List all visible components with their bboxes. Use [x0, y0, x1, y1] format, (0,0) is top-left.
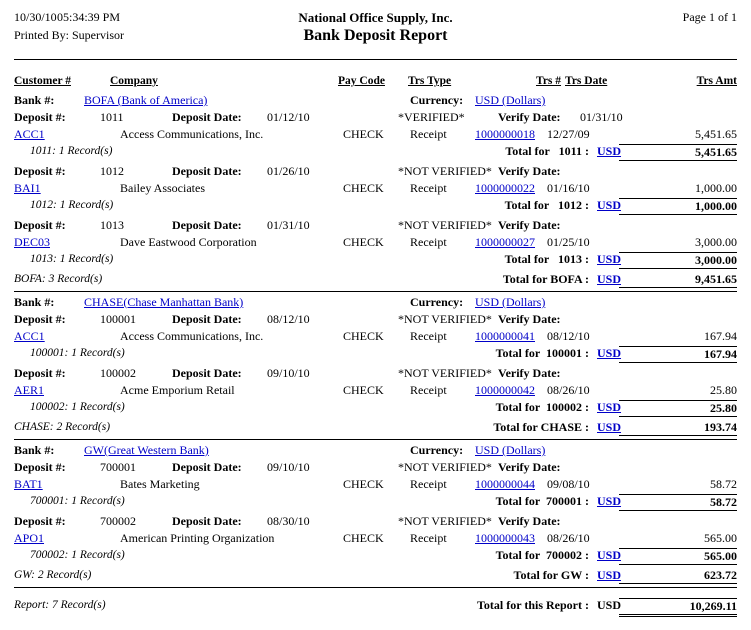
- bank-name-link[interactable]: GW(Great Western Bank): [84, 443, 209, 457]
- deposit-date-value: 01/26/10: [267, 164, 310, 178]
- trs-number-link[interactable]: 1000000027: [475, 235, 535, 249]
- verify-date-label: Verify Date:: [498, 514, 561, 528]
- printed-by: Printed By: Supervisor: [14, 28, 124, 42]
- verify-date-label: Verify Date:: [498, 312, 561, 326]
- bank-total-currency-link[interactable]: USD: [597, 272, 622, 286]
- trs-type: Receipt: [410, 127, 447, 141]
- deposit-record-count: 700002: 1 Record(s): [30, 549, 125, 561]
- trs-number-link[interactable]: 1000000042: [475, 383, 535, 397]
- bank-total-row: [0, 568, 751, 585]
- deposit-label: Deposit #:: [14, 312, 66, 326]
- col-trs-date: Trs Date: [565, 75, 608, 87]
- deposit-number: 1012: [100, 164, 124, 178]
- deposit-total-amount: 565.00: [619, 548, 737, 565]
- deposit-date-label: Deposit Date:: [172, 460, 242, 474]
- deposit-number: 700001: [100, 460, 136, 474]
- deposit-header-row: [0, 218, 751, 235]
- trs-type: Receipt: [410, 329, 447, 343]
- trs-amount: 167.94: [704, 329, 737, 343]
- bank-group: [0, 93, 751, 292]
- trs-number-link[interactable]: 1000000044: [475, 477, 535, 491]
- deposit-header-row: [0, 514, 751, 531]
- bank-group: [0, 295, 751, 440]
- bank-total-amount: 623.72: [619, 568, 737, 584]
- trs-type: Receipt: [410, 235, 447, 249]
- deposit-total-label: Total for 1011 :: [505, 144, 589, 158]
- trs-amount: 25.80: [710, 383, 737, 397]
- col-pay-code: Pay Code: [338, 75, 385, 87]
- bank-label: Bank #:: [14, 295, 55, 309]
- deposit-number: 700002: [100, 514, 136, 528]
- deposit-record-count: 100001: 1 Record(s): [30, 347, 125, 359]
- bank-record-count: BOFA: 3 Record(s): [14, 273, 103, 285]
- deposit-label: Deposit #:: [14, 110, 66, 124]
- transaction-row: [0, 531, 751, 548]
- verify-date-label: Verify Date:: [498, 460, 561, 474]
- trs-type: Receipt: [410, 477, 447, 491]
- deposit-total-amount: 58.72: [619, 494, 737, 511]
- bank-total-label: Total for GW :: [513, 568, 589, 582]
- transaction-row: [0, 329, 751, 346]
- deposit-total-row: [0, 198, 751, 215]
- trs-date: 01/16/10: [547, 181, 590, 195]
- col-trs-amt: Trs Amt: [696, 75, 737, 87]
- company-name-heading: National Office Supply, Inc.: [298, 10, 453, 25]
- deposit-number: 1013: [100, 218, 124, 232]
- section-divider: [14, 439, 737, 440]
- deposit-header-row: [0, 460, 751, 477]
- company-name: Access Communications, Inc.: [120, 329, 264, 343]
- report-total-label: Total for this Report :: [477, 598, 589, 612]
- trs-amount: 565.00: [704, 531, 737, 545]
- deposit-total-currency-link[interactable]: USD: [597, 494, 622, 508]
- deposit-record-count: 1013: 1 Record(s): [30, 253, 114, 265]
- bank-header-row: [0, 295, 751, 312]
- company-name: Access Communications, Inc.: [120, 127, 264, 141]
- deposit-total-label: Total for 100001 :: [495, 346, 589, 360]
- bank-group: [0, 443, 751, 588]
- pay-code: CHECK: [343, 531, 384, 545]
- deposit-total-label: Total for 1012 :: [504, 198, 589, 212]
- deposit-date-label: Deposit Date:: [172, 110, 242, 124]
- customer-code-link[interactable]: APO1: [14, 531, 45, 545]
- bank-record-count: CHASE: 2 Record(s): [14, 421, 111, 433]
- verify-status: *NOT VERIFIED*: [398, 218, 492, 232]
- report-total-currency: USD: [597, 598, 622, 612]
- verify-status: *NOT VERIFIED*: [398, 460, 492, 474]
- deposit-total-label: Total for 700002 :: [495, 548, 589, 562]
- trs-amount: 3,000.00: [695, 235, 737, 249]
- trs-amount: 1,000.00: [695, 181, 737, 195]
- currency-label: Currency:: [410, 93, 464, 107]
- deposit-date-value: 08/12/10: [267, 312, 310, 326]
- pay-code: CHECK: [343, 235, 384, 249]
- customer-code-link[interactable]: AER1: [14, 383, 44, 397]
- bank-record-count: GW: 2 Record(s): [14, 569, 92, 581]
- section-divider: [14, 587, 737, 588]
- bank-total-currency-link[interactable]: USD: [597, 568, 622, 582]
- deposit-date-value: 08/30/10: [267, 514, 310, 528]
- verify-date-label: Verify Date:: [498, 164, 561, 178]
- company-name: Bailey Associates: [120, 181, 205, 195]
- deposit-date-label: Deposit Date:: [172, 514, 242, 528]
- verify-status: *NOT VERIFIED*: [398, 514, 492, 528]
- transaction-row: [0, 383, 751, 400]
- bank-total-currency-link[interactable]: USD: [597, 420, 622, 434]
- deposit-header-row: [0, 110, 751, 127]
- col-customer: Customer #: [14, 75, 71, 87]
- deposit-number: 100001: [100, 312, 136, 326]
- customer-code-link[interactable]: BAT1: [14, 477, 43, 491]
- deposit-total-currency-link[interactable]: USD: [597, 144, 622, 158]
- section-divider: [14, 291, 737, 292]
- deposit-record-count: 1012: 1 Record(s): [30, 199, 114, 211]
- deposit-total-row: [0, 252, 751, 269]
- deposit-number: 100002: [100, 366, 136, 380]
- company-name: Bates Marketing: [120, 477, 200, 491]
- trs-date: 08/12/10: [547, 329, 590, 343]
- deposit-total-amount: 1,000.00: [619, 198, 737, 215]
- verify-date-label: Verify Date:: [498, 110, 561, 124]
- pay-code: CHECK: [343, 329, 384, 343]
- deposit-total-row: [0, 346, 751, 363]
- deposit-total-label: Total for 1013 :: [504, 252, 589, 266]
- bank-total-amount: 193.74: [619, 420, 737, 436]
- bank-total-row: [0, 272, 751, 289]
- trs-date: 01/25/10: [547, 235, 590, 249]
- report-header-line2: [0, 28, 751, 54]
- verify-date-label: Verify Date:: [498, 218, 561, 232]
- trs-type: Receipt: [410, 181, 447, 195]
- deposit-record-count: 700001: 1 Record(s): [30, 495, 125, 507]
- deposit-label: Deposit #:: [14, 460, 66, 474]
- deposit-header-row: [0, 312, 751, 329]
- bank-header-row: [0, 443, 751, 460]
- trs-number-link[interactable]: 1000000018: [475, 127, 535, 141]
- transaction-row: [0, 235, 751, 252]
- customer-code-link[interactable]: ACC1: [14, 329, 45, 343]
- bank-header-row: [0, 93, 751, 110]
- col-company: Company: [110, 75, 158, 87]
- transaction-row: [0, 127, 751, 144]
- trs-date: 08/26/10: [547, 383, 590, 397]
- trs-date: 12/27/09: [547, 127, 590, 141]
- deposit-label: Deposit #:: [14, 366, 66, 380]
- report-record-count: Report: 7 Record(s): [14, 599, 106, 611]
- deposit-total-row: [0, 548, 751, 565]
- bank-name-link[interactable]: CHASE(Chase Manhattan Bank): [84, 295, 244, 309]
- bank-total-label: Total for CHASE :: [493, 420, 589, 434]
- deposit-record-count: 100002: 1 Record(s): [30, 401, 125, 413]
- deposit-total-row: [0, 494, 751, 511]
- bank-total-label: Total for BOFA :: [502, 272, 589, 286]
- currency-value-link[interactable]: USD (Dollars): [475, 295, 546, 309]
- deposit-label: Deposit #:: [14, 164, 66, 178]
- bank-label: Bank #:: [14, 443, 55, 457]
- currency-label: Currency:: [410, 443, 464, 457]
- trs-type: Receipt: [410, 531, 447, 545]
- pay-code: CHECK: [343, 127, 384, 141]
- verify-status: *NOT VERIFIED*: [398, 366, 492, 380]
- bank-total-amount: 9,451.65: [619, 272, 737, 288]
- trs-type: Receipt: [410, 383, 447, 397]
- trs-amount: 5,451.65: [695, 127, 737, 141]
- deposit-total-amount: 5,451.65: [619, 144, 737, 161]
- bank-total-row: [0, 420, 751, 437]
- verify-date-label: Verify Date:: [498, 366, 561, 380]
- report-total-amount: 10,269.11: [619, 598, 737, 617]
- verify-status: *VERIFIED*: [398, 110, 465, 124]
- report-header-line1: [0, 10, 751, 28]
- company-name: Dave Eastwood Corporation: [120, 235, 257, 249]
- header-divider: [14, 59, 737, 60]
- currency-value-link[interactable]: USD (Dollars): [475, 443, 546, 457]
- deposit-total-amount: 3,000.00: [619, 252, 737, 269]
- deposit-total-currency-link[interactable]: USD: [597, 198, 622, 212]
- print-time: 05:34:39 PM: [57, 10, 121, 24]
- currency-label: Currency:: [410, 295, 464, 309]
- deposit-total-row: [0, 144, 751, 161]
- report-title: Bank Deposit Report: [303, 27, 448, 44]
- deposit-number: 1011: [100, 110, 124, 124]
- deposit-date-label: Deposit Date:: [172, 366, 242, 380]
- pay-code: CHECK: [343, 383, 384, 397]
- transaction-row: [0, 477, 751, 494]
- deposit-total-amount: 25.80: [619, 400, 737, 417]
- trs-number-link[interactable]: 1000000041: [475, 329, 535, 343]
- deposit-total-currency-link[interactable]: USD: [597, 252, 622, 266]
- verify-date-value: 01/31/10: [580, 110, 623, 124]
- deposit-total-currency-link[interactable]: USD: [597, 346, 622, 360]
- deposit-label: Deposit #:: [14, 218, 66, 232]
- trs-date: 09/08/10: [547, 477, 590, 491]
- verify-status: *NOT VERIFIED*: [398, 312, 492, 326]
- deposit-date-value: 01/31/10: [267, 218, 310, 232]
- report-total-row: [0, 598, 751, 620]
- deposit-date-label: Deposit Date:: [172, 312, 242, 326]
- deposit-date-value: 09/10/10: [267, 460, 310, 474]
- trs-number-link[interactable]: 1000000043: [475, 531, 535, 545]
- pay-code: CHECK: [343, 181, 384, 195]
- transaction-row: [0, 181, 751, 198]
- deposit-header-row: [0, 366, 751, 383]
- verify-status: *NOT VERIFIED*: [398, 164, 492, 178]
- trs-date: 08/26/10: [547, 531, 590, 545]
- deposit-total-currency-link[interactable]: USD: [597, 548, 622, 562]
- deposit-total-label: Total for 100002 :: [495, 400, 589, 414]
- company-name: Acme Emporium Retail: [120, 383, 235, 397]
- print-date: 10/30/10: [14, 10, 57, 24]
- customer-code-link[interactable]: BAI1: [14, 181, 41, 195]
- deposit-date-value: 01/12/10: [267, 110, 310, 124]
- trs-number-link[interactable]: 1000000022: [475, 181, 535, 195]
- bank-label: Bank #:: [14, 93, 55, 107]
- pay-code: CHECK: [343, 477, 384, 491]
- col-trs-num: Trs #: [536, 75, 562, 87]
- currency-value-link[interactable]: USD (Dollars): [475, 93, 546, 107]
- deposit-record-count: 1011: 1 Record(s): [30, 145, 113, 157]
- company-name: American Printing Organization: [120, 531, 275, 545]
- deposit-total-label: Total for 700001 :: [495, 494, 589, 508]
- column-header-row: [0, 74, 751, 93]
- col-trs-type: Trs Type: [408, 75, 452, 87]
- deposit-total-amount: 167.94: [619, 346, 737, 363]
- deposit-header-row: [0, 164, 751, 181]
- customer-code-link[interactable]: ACC1: [14, 127, 45, 141]
- deposit-date-value: 09/10/10: [267, 366, 310, 380]
- trs-amount: 58.72: [710, 477, 737, 491]
- bank-name-link[interactable]: BOFA (Bank of America): [84, 93, 208, 107]
- customer-code-link[interactable]: DEC03: [14, 235, 50, 249]
- deposit-date-label: Deposit Date:: [172, 164, 242, 178]
- deposit-label: Deposit #:: [14, 514, 66, 528]
- deposit-total-currency-link[interactable]: USD: [597, 400, 622, 414]
- deposit-date-label: Deposit Date:: [172, 218, 242, 232]
- page-number: Page 1 of 1: [682, 10, 737, 24]
- deposit-total-row: [0, 400, 751, 417]
